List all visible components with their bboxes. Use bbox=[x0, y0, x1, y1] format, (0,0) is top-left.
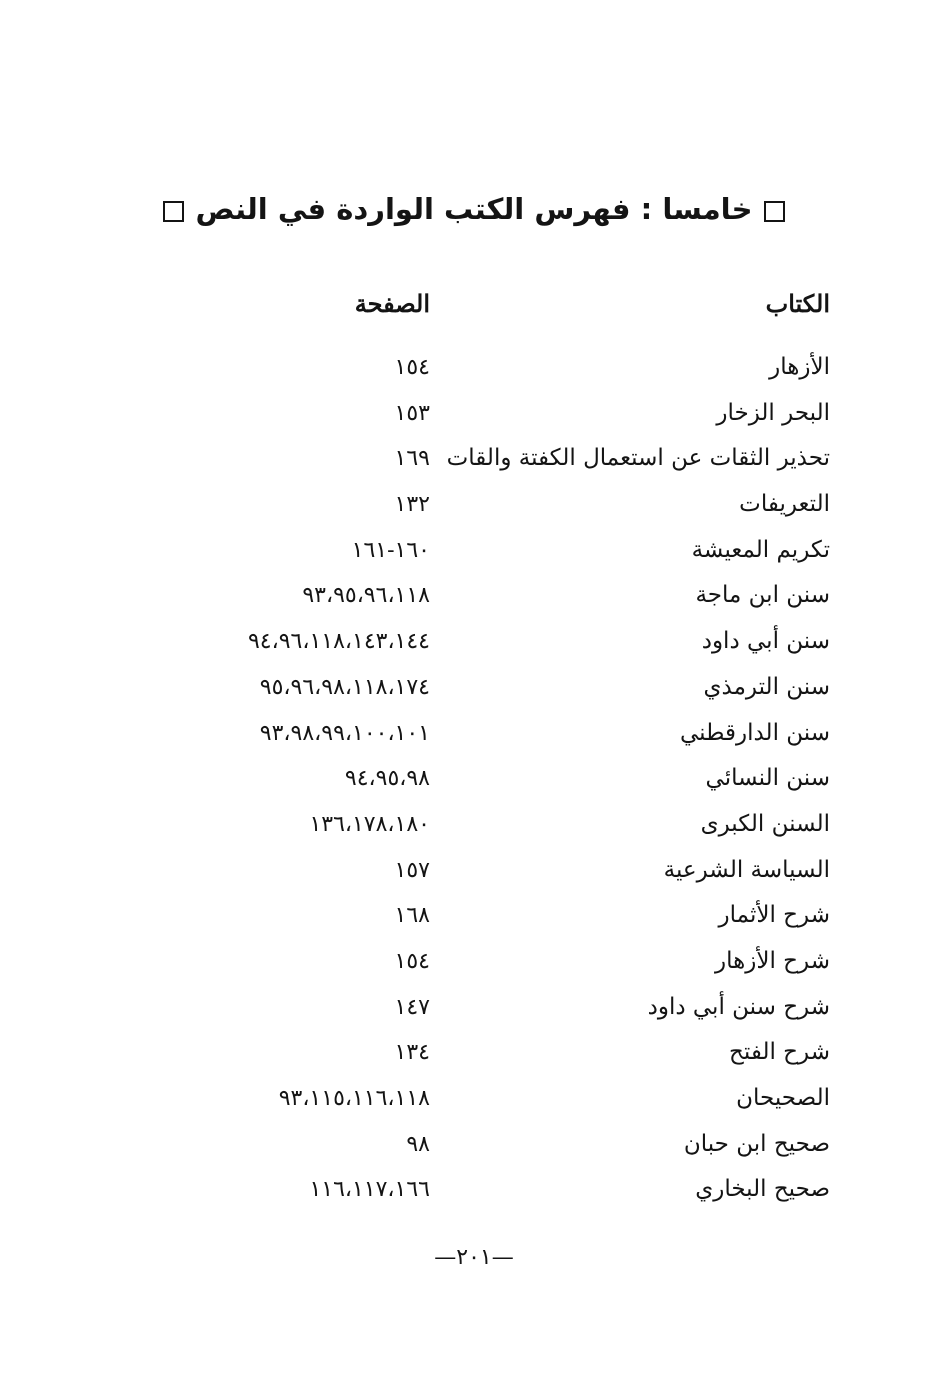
page-refs: ٩٣،٩٥،٩٦،١١٨ bbox=[302, 583, 430, 609]
column-header-pages: الصفحة bbox=[354, 289, 430, 318]
index-row bbox=[0, 893, 948, 939]
book-title: تحذير الثقات عن استعمال الكفتة والقات bbox=[446, 445, 830, 472]
page-refs: ٩٤،٩٦،١١٨،١٤٣،١٤٤ bbox=[247, 629, 430, 655]
book-title: السياسة الشرعية bbox=[663, 856, 830, 883]
page-refs: ١٥٤ bbox=[394, 355, 430, 380]
book-index-list bbox=[0, 345, 948, 1213]
page-refs: ١٥٣ bbox=[394, 400, 430, 426]
book-title: تكريم المعيشة bbox=[691, 536, 830, 563]
index-row bbox=[0, 985, 948, 1031]
index-row bbox=[0, 573, 948, 619]
book-title: شرح سنن أبي داود bbox=[647, 993, 830, 1020]
page-refs: ١٣٦،١٧٨،١٨٠ bbox=[309, 811, 430, 837]
book-title: سنن أبي داود bbox=[701, 628, 830, 655]
page-refs: ١٥٤ bbox=[394, 948, 430, 974]
index-row bbox=[0, 1030, 948, 1076]
square-bullet-icon bbox=[764, 201, 785, 222]
index-row bbox=[0, 802, 948, 848]
book-title: السنن الكبرى bbox=[700, 810, 830, 837]
page-refs: ١٦٨ bbox=[394, 903, 430, 929]
page-refs: ١٦٩ bbox=[394, 446, 430, 472]
page-refs: ١٥٧ bbox=[394, 857, 430, 883]
index-row bbox=[0, 436, 948, 482]
index-title bbox=[0, 185, 948, 233]
index-row bbox=[0, 848, 948, 894]
index-row bbox=[0, 756, 948, 802]
book-title: صحيح ابن حبان bbox=[683, 1130, 830, 1157]
index-row bbox=[0, 1122, 948, 1168]
book-title: التعريفات bbox=[739, 491, 830, 518]
book-title: سنن ابن ماجة bbox=[695, 582, 830, 609]
book-title: شرح الفتح bbox=[729, 1039, 830, 1066]
index-row bbox=[0, 1076, 948, 1122]
page-refs: ٩٤،٩٥،٩٨ bbox=[344, 766, 430, 792]
book-title: سنن الدارقطني bbox=[680, 719, 830, 746]
page-refs: ٩٣،١١٥،١١٦،١١٨ bbox=[278, 1086, 430, 1111]
page-refs: ٩٨ bbox=[406, 1131, 430, 1157]
index-title-text: خامسا : فهرس الكتب الواردة في النص bbox=[195, 192, 753, 226]
index-row bbox=[0, 345, 948, 391]
book-title: سنن النسائي bbox=[705, 765, 830, 792]
book-title: سنن الترمذي bbox=[703, 673, 830, 700]
column-header-book: الكتاب bbox=[765, 289, 830, 318]
index-row bbox=[0, 619, 948, 665]
page-refs: ١٤٧ bbox=[394, 994, 430, 1020]
index-row bbox=[0, 711, 948, 757]
page-refs: ١٣٤ bbox=[394, 1040, 430, 1066]
page-refs: ١٣٢ bbox=[394, 492, 430, 518]
index-row bbox=[0, 528, 948, 574]
page-refs: ١٦٠-١٦١ bbox=[351, 537, 430, 563]
book-title: البحر الزخار bbox=[716, 399, 830, 426]
page-refs: ١١٦،١١٧،١٦٦ bbox=[309, 1177, 430, 1203]
index-row bbox=[0, 391, 948, 437]
book-title: الصحيحان bbox=[736, 1085, 830, 1111]
book-title: صحيح البخاري bbox=[695, 1176, 830, 1203]
book-title: الأزهار bbox=[769, 354, 830, 380]
page-number: —٢٠١— bbox=[434, 1245, 514, 1270]
index-row bbox=[0, 939, 948, 985]
book-title: شرح الأثمار bbox=[718, 902, 830, 929]
index-row bbox=[0, 665, 948, 711]
square-bullet-icon bbox=[163, 201, 184, 222]
index-row bbox=[0, 1167, 948, 1213]
page-refs: ٩٥،٩٦،٩٨،١١٨،١٧٤ bbox=[259, 674, 430, 700]
page-refs: ٩٣،٩٨،٩٩،١٠٠،١٠١ bbox=[259, 720, 430, 746]
index-row bbox=[0, 482, 948, 528]
book-title: شرح الأزهار bbox=[715, 947, 830, 974]
